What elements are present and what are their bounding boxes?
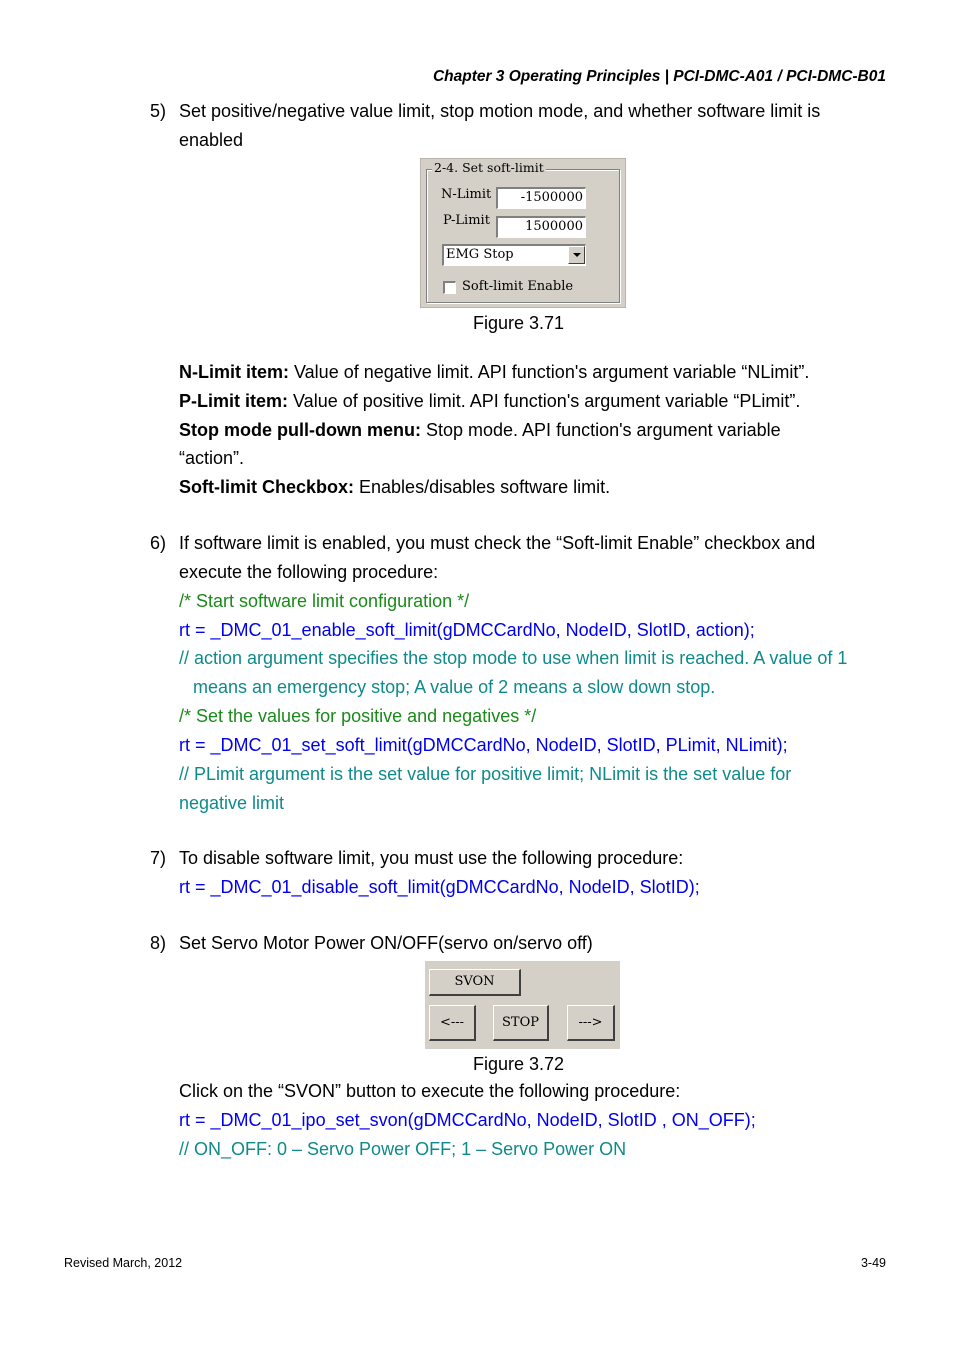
code-line: rt = _DMC_01_set_soft_limit(gDMCCardNo, NodeID, SlotID, PLimit, NLimit);	[179, 735, 788, 755]
code-line: rt = _DMC_01_ipo_set_svon(gDMCCardNo, NodeID, SlotID , ON_OFF);	[179, 1110, 756, 1130]
item-stop-mode-cont	[179, 444, 244, 473]
stop-mode-select[interactable]	[442, 244, 586, 266]
step-8-click-text: Click on the “SVON” button to execute the following procedure:	[179, 1081, 681, 1101]
footer-page-number: 3-49	[860, 1256, 886, 1270]
plimit-input[interactable]: 1500000	[496, 216, 586, 238]
step-6-number: 6)	[150, 533, 167, 553]
step-6-text-line1: If software limit is enabled, you must check the “Soft-limit Enable” checkbox and	[179, 533, 816, 553]
stop-mode-value: EMG Stop	[446, 247, 514, 262]
item-label: N-Limit item:	[179, 362, 289, 382]
code-comment: /* Set the values for positive and negatives */	[179, 706, 537, 726]
item-text: “action”.	[179, 448, 245, 468]
code-comment: /* Start software limit configuration */	[179, 591, 470, 611]
item-text: Value of negative limit. API function's argument variable “NLimit”.	[289, 362, 810, 382]
item-text: Enables/disables software limit.	[354, 477, 611, 497]
jog-right-button[interactable]: --->	[567, 1005, 615, 1041]
code-comment: negative limit	[179, 793, 285, 813]
figure-3-71-caption: Figure 3.71	[473, 313, 565, 333]
item-label: P-Limit item:	[179, 391, 289, 411]
running-header: Chapter 3 Operating Principles | PCI-DMC-A01 / PCI-DMC-B01	[432, 68, 886, 85]
item-label: Stop mode pull-down menu:	[179, 420, 421, 440]
figure-3-72-caption: Figure 3.72	[473, 1054, 565, 1074]
nlimit-input[interactable]: -1500000	[496, 187, 586, 209]
step-8-text: Set Servo Motor Power ON/OFF(servo on/servo off)	[179, 933, 593, 953]
item-plimit	[179, 387, 800, 416]
footer-revision: Revised March, 2012	[64, 1256, 183, 1270]
svon-button[interactable]: SVON	[429, 969, 521, 996]
stop-button[interactable]: STOP	[493, 1005, 549, 1041]
soft-limit-enable-checkbox[interactable]	[443, 281, 456, 294]
code-line: rt = _DMC_01_disable_soft_limit(gDMCCardNo, NodeID, SlotID);	[179, 877, 700, 897]
soft-limit-group-title: 2-4. Set soft-limit	[434, 160, 544, 175]
item-nlimit	[179, 358, 809, 387]
code-line: rt = _DMC_01_enable_soft_limit(gDMCCardNo, NodeID, SlotID, action);	[179, 620, 755, 640]
nlimit-label: N-Limit	[441, 187, 492, 202]
step-7-number: 7)	[150, 848, 167, 868]
step-8-number: 8)	[150, 933, 167, 953]
plimit-label: P-Limit	[443, 213, 490, 228]
chevron-down-icon[interactable]	[568, 246, 585, 264]
step-5-number: 5)	[150, 101, 167, 121]
item-label: Soft-limit Checkbox:	[179, 477, 355, 497]
code-comment: // ON_OFF: 0 – Servo Power OFF; 1 – Servo Power ON	[179, 1139, 627, 1159]
code-comment: // action argument specifies the stop mode to use when limit is reached. A value of 1	[179, 648, 848, 668]
step-6-text-line2: execute the following procedure:	[179, 562, 439, 582]
item-text: Value of positive limit. API function's argument variable “PLimit”.	[288, 391, 801, 411]
item-text: Stop mode. API function's argument variable	[420, 420, 781, 440]
soft-limit-dialog	[420, 158, 626, 308]
step-7-text: To disable software limit, you must use the following procedure:	[179, 848, 684, 868]
jog-left-button[interactable]: <---	[429, 1005, 476, 1041]
item-soft-limit-checkbox	[179, 473, 610, 502]
code-comment: // PLimit argument is the set value for positive limit; NLimit is the set value for	[179, 764, 792, 784]
step-5-text-line2: enabled	[179, 130, 244, 150]
soft-limit-enable-label: Soft-limit Enable	[462, 279, 574, 294]
servo-control-panel	[425, 961, 620, 1049]
step-5-text-line1: Set positive/negative value limit, stop motion mode, and whether software limit is	[179, 101, 821, 121]
item-stop-mode	[179, 416, 781, 445]
code-comment: means an emergency stop; A value of 2 means a slow down stop.	[193, 677, 716, 697]
